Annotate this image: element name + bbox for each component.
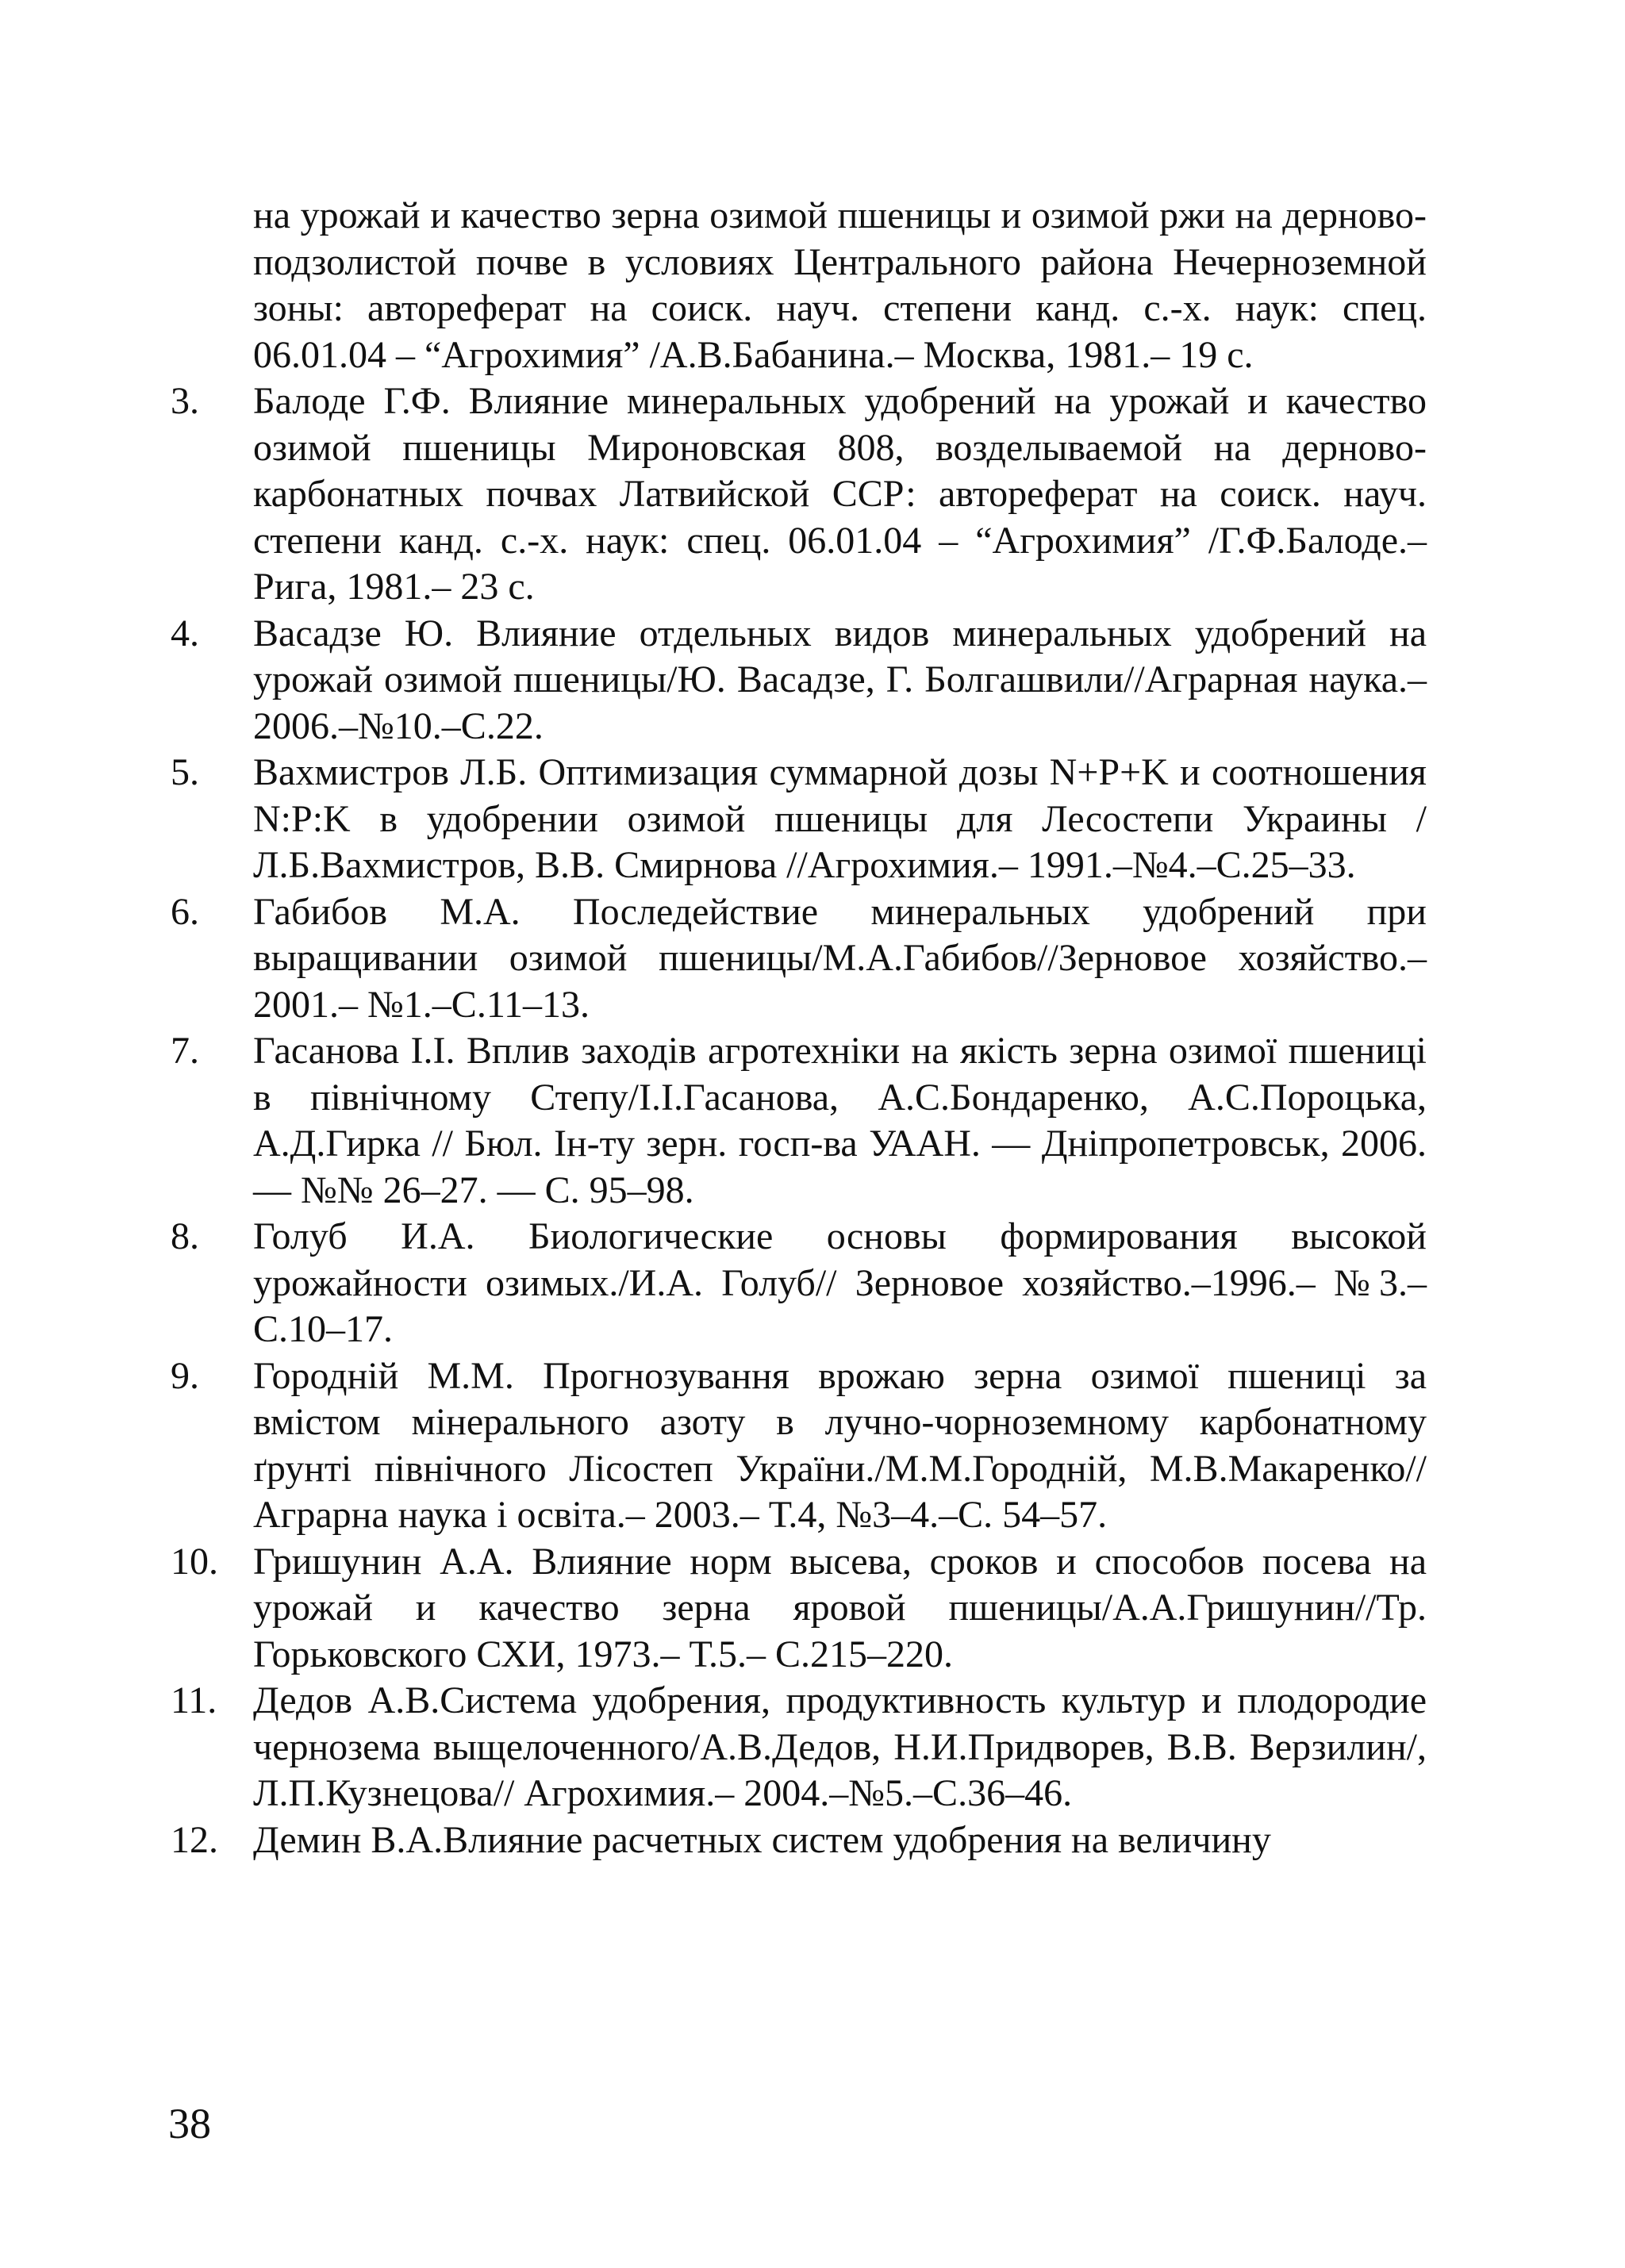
reference-text: Городній М.М. Прогнозування врожаю зерна озимої пшениці за вмістом мінерального азоту в лучно-чорноземному карбонатному ґрунті північного Лісостеп України./М.М.Городній, М.В.Макаренко//Аграрна наука і освіта.– 2003.– Т.4, №3–4.–С. 54–57. [253,1354,1427,1536]
reference-number: 8. [171,1215,199,1257]
reference-number: 3. [171,380,199,422]
reference-text: Голуб И.А. Биологические основы формирования высокой урожайности озимых./И.А. Голуб// Зерновое хозяйство.–1996.– №3.–С.10–17. [253,1215,1427,1350]
page-number: 38 [168,2100,211,2147]
reference-list [171,193,1427,1863]
reference-entry-8 [171,1214,1427,1353]
reference-entry-4 [171,611,1427,750]
reference-text: Васадзе Ю. Влияние отдельных видов минеральных удобрений на урожай озимой пшеницы/Ю. Васадзе, Г. Болгашвили//Аграрная наука.– 2006.–№10.–С.22. [253,612,1427,747]
reference-entry-12 [171,1817,1427,1864]
reference-number: 10. [171,1540,218,1583]
reference-number: 11. [171,1679,217,1721]
reference-number: 9. [171,1354,199,1397]
reference-text: Балоде Г.Ф. Влияние минеральных удобрений на урожай и качество озимой пшеницы Мироновская 808, возделываемой на дерново-карбонатных почвах Латвийской ССР: автореферат на соиск. науч. степени канд. с.-х. наук: спец. 06.01.04 – “Агрохимия” /Г.Ф.Балоде.– Рига, 1981.– 23 с. [253,380,1427,608]
reference-text: Гришунин А.А. Влияние норм высева, сроков и способов посева на урожай и качество зерна яровой пшеницы/А.А.Гришунин//Тр. Горьковского СХИ, 1973.– Т.5.– С.215–220. [253,1540,1427,1675]
reference-text: Гасанова І.І. Вплив заходів агротехніки на якість зерна озимої пшениці в північному Степу/І.І.Гасанова, А.С.Бондаренко, А.С.Пороцька, А.Д.Гирка // Бюл. Ін-ту зерн. госп-ва УААН. — Дніпропетровськ, 2006. — №№ 26–27. — С. 95–98. [253,1030,1427,1211]
reference-entry-7 [171,1028,1427,1214]
reference-entry-continuation [171,193,1427,378]
reference-entry-5 [171,750,1427,889]
reference-entry-11 [171,1678,1427,1817]
reference-number: 4. [171,612,199,654]
reference-number: 6. [171,890,199,933]
reference-text: Дедов А.В.Система удобрения, продуктивность культур и плодородие чернозема выщелоченного/А.В.Дедов, Н.И.Придворев, В.В. Верзилин/, Л.П.Кузнецова// Агрохимия.– 2004.–№5.–С.36–46. [253,1679,1427,1814]
reference-number: 5. [171,751,199,793]
reference-text: Демин В.А.Влияние расчетных систем удобрения на величину [253,1818,1271,1861]
reference-entry-6 [171,889,1427,1029]
reference-number: 7. [171,1030,199,1072]
reference-text: на урожай и качество зерна озимой пшеницы и озимой ржи на дерново-подзолистой почве в условиях Центрального района Нечерноземной зоны: автореферат на соиск. науч. степени канд. с.-х. наук: спец. 06.01.04 – “Агрохимия” /А.В.Бабанина.– Москва, 1981.– 19 с. [253,194,1427,376]
reference-number: 12. [171,1818,218,1861]
reference-entry-10 [171,1539,1427,1679]
reference-text: Вахмистров Л.Б. Оптимизация суммарной дозы N+P+K и соотношения N:P:K в удобрении озимой пшеницы для Лесостепи Украины /Л.Б.Вахмистров, В.В. Смирнова //Агрохимия.– 1991.–№4.–С.25–33. [253,751,1427,886]
reference-entry-9 [171,1353,1427,1539]
reference-text: Габибов М.А. Последействие минеральных удобрений при выращивании озимой пшеницы/М.А.Габибов//Зерновое хозяйство.– 2001.– №1.–С.11–13. [253,890,1427,1026]
reference-entry-3 [171,378,1427,611]
